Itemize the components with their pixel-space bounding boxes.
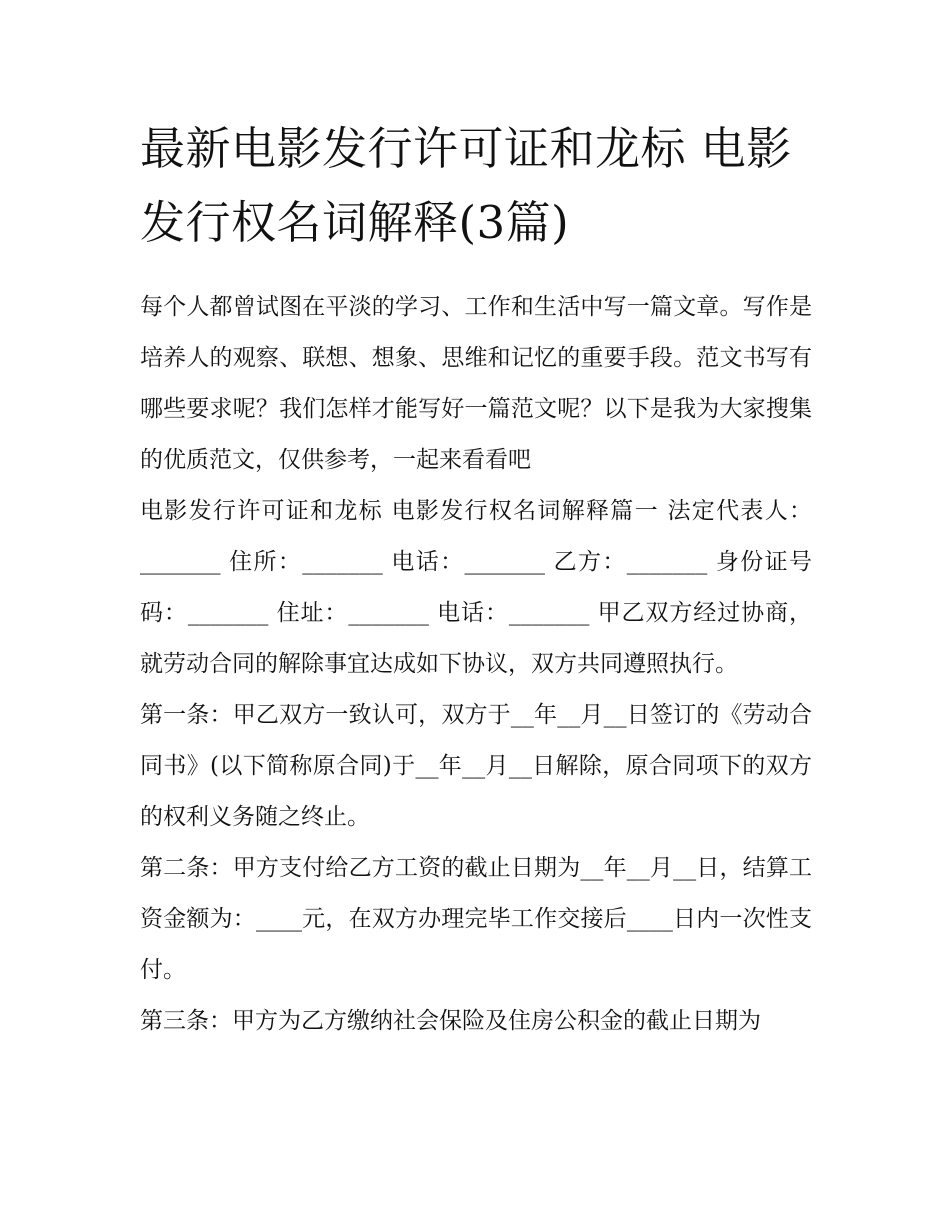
article-1-paragraph: 第一条：甲乙双方一致认可，双方于__年__月__日签订的《劳动合同书》(以下简称原合同)于__年__月__日解除，原合同项下的双方的权利义务随之终止。 <box>140 702 812 830</box>
document-page <box>140 112 812 1047</box>
intro-paragraph: 每个人都曾试图在平淡的学习、工作和生活中写一篇文章。写作是培养人的观察、联想、想象、思维和记忆的重要手段。范文书写有哪些要求呢？我们怎样才能写好一篇范文呢？以下是我为大家搜集的优质范文，仅供参考，一起来看看吧 <box>140 294 812 473</box>
article-2-paragraph: 第二条：甲方支付给乙方工资的截止日期为__年__月__日，结算工资金额为：____元，在双方办理完毕工作交接后____日内一次性支付。 <box>140 855 812 983</box>
document-body <box>140 282 812 1047</box>
document-title: 最新电影发行许可证和龙标 电影发行权名词解释(3篇) <box>140 122 792 249</box>
article-3-paragraph: 第三条：甲方为乙方缴纳社会保险及住房公积金的截止日期为 <box>140 1008 761 1034</box>
section-one-paragraph: 电影发行许可证和龙标 电影发行权名词解释篇一 法定代表人：_______ 住所：_______ 电话：_______ 乙方：_______ 身份证号码：_______ 住址：_______ 电话：_______ 甲乙双方经过协商，就劳动合同的解除事宜达成如下协议，双方共同遵照执行。 <box>140 498 812 677</box>
